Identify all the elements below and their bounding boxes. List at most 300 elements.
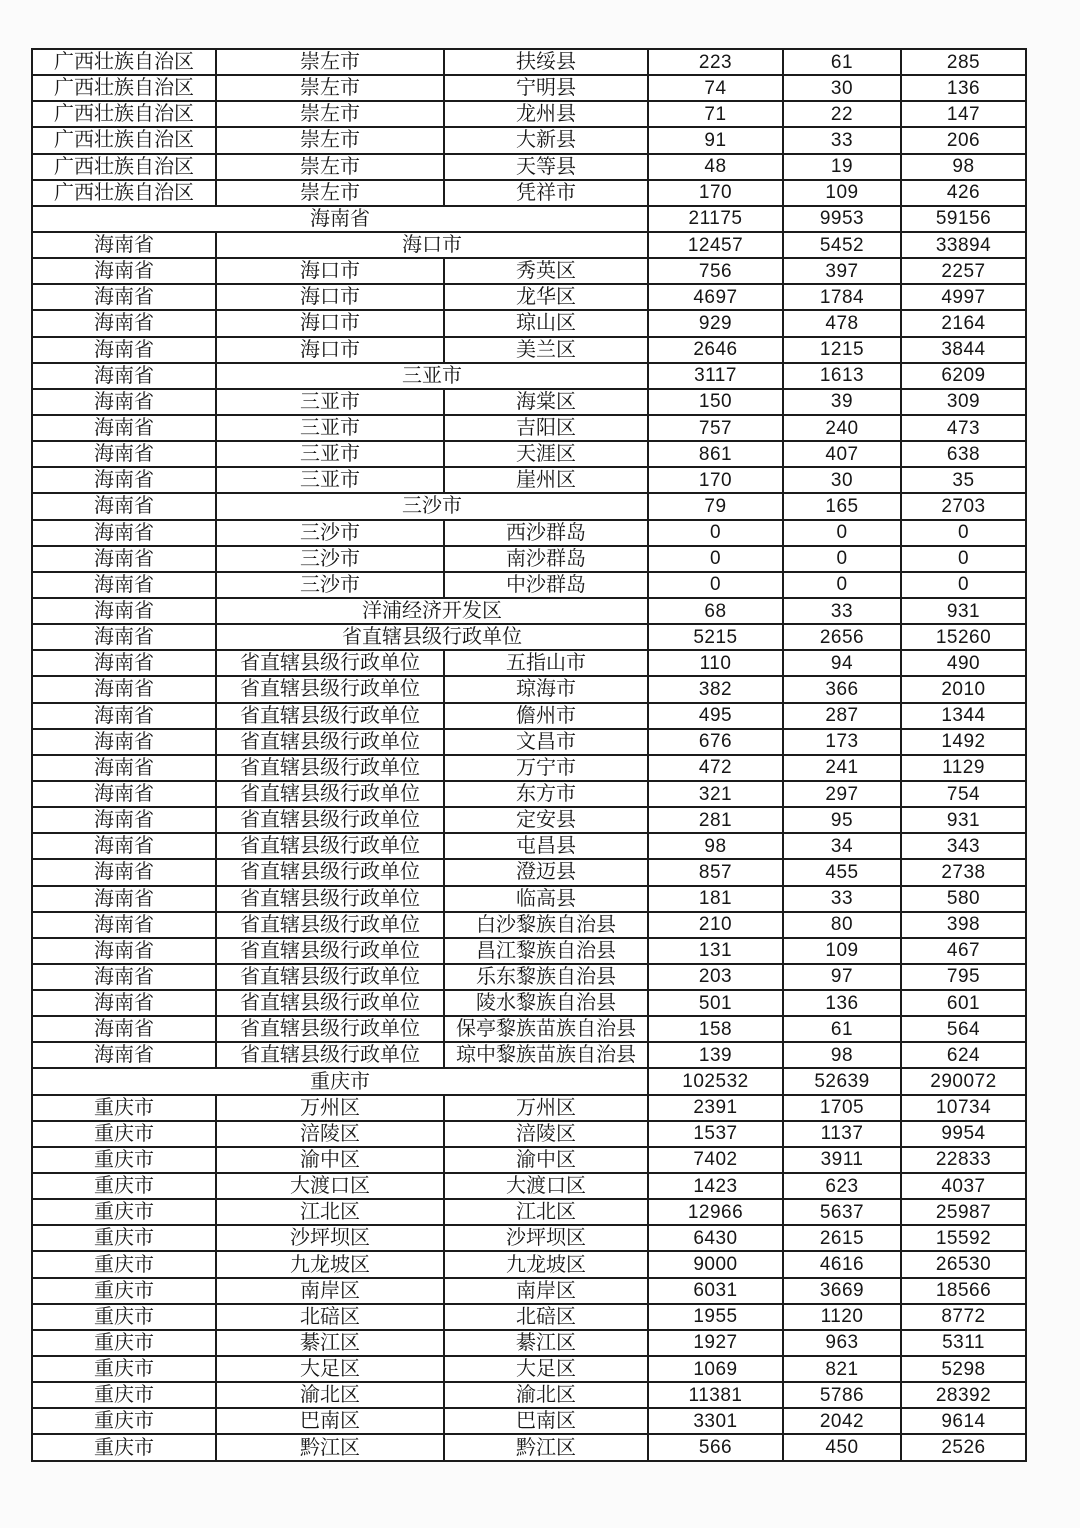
table-row: [32, 206, 1026, 232]
count-3-cell: 564: [901, 1016, 1026, 1042]
table-row: [32, 729, 1026, 755]
city-cell: 崇左市: [216, 75, 444, 101]
count-3-cell: 147: [901, 101, 1026, 127]
count-3-cell: 2738: [901, 859, 1026, 885]
count-1-cell: 170: [648, 467, 783, 493]
table-row: [32, 310, 1026, 336]
city-cell: 省直辖县级行政单位: [216, 859, 444, 885]
count-2-cell: 33: [783, 127, 901, 153]
count-2-cell: 95: [783, 807, 901, 833]
count-2-cell: 80: [783, 912, 901, 938]
count-2-cell: 61: [783, 49, 901, 75]
count-1-cell: 3117: [648, 363, 783, 389]
district-cell: 北碚区: [444, 1304, 648, 1330]
count-1-cell: 203: [648, 964, 783, 990]
count-3-cell: 0: [901, 572, 1026, 598]
province-cell: 海南省: [32, 598, 216, 624]
count-2-cell: 3669: [783, 1278, 901, 1304]
count-3-cell: 931: [901, 598, 1026, 624]
statistics-table: [31, 48, 1027, 1462]
count-3-cell: 795: [901, 964, 1026, 990]
count-3-cell: 4037: [901, 1173, 1026, 1199]
district-cell: 澄迈县: [444, 859, 648, 885]
district-cell: 龙州县: [444, 101, 648, 127]
count-2-cell: 5786: [783, 1382, 901, 1408]
count-2-cell: 1613: [783, 363, 901, 389]
count-2-cell: 0: [783, 572, 901, 598]
city-cell: 海口市: [216, 337, 444, 363]
count-3-cell: 398: [901, 912, 1026, 938]
city-cell: 省直辖县级行政单位: [216, 624, 648, 650]
province-cell: 重庆市: [32, 1408, 216, 1434]
count-2-cell: 9953: [783, 206, 901, 232]
count-3-cell: 136: [901, 75, 1026, 101]
district-cell: 渝北区: [444, 1382, 648, 1408]
table-row: [32, 703, 1026, 729]
count-3-cell: 601: [901, 990, 1026, 1016]
city-cell: 崇左市: [216, 180, 444, 206]
table-row: [32, 912, 1026, 938]
table-row: [32, 1382, 1026, 1408]
count-3-cell: 2257: [901, 258, 1026, 284]
count-2-cell: 455: [783, 859, 901, 885]
province-cell: 重庆市: [32, 1068, 648, 1094]
count-1-cell: 1069: [648, 1356, 783, 1382]
count-2-cell: 94: [783, 650, 901, 676]
province-cell: 重庆市: [32, 1199, 216, 1225]
district-cell: 万州区: [444, 1095, 648, 1121]
city-cell: 崇左市: [216, 101, 444, 127]
count-1-cell: 4697: [648, 284, 783, 310]
city-cell: 省直辖县级行政单位: [216, 990, 444, 1016]
count-3-cell: 931: [901, 807, 1026, 833]
table-row: [32, 546, 1026, 572]
province-cell: 重庆市: [32, 1095, 216, 1121]
count-1-cell: 861: [648, 441, 783, 467]
city-cell: 大足区: [216, 1356, 444, 1382]
table-row: [32, 389, 1026, 415]
table-row: [32, 258, 1026, 284]
city-cell: 渝北区: [216, 1382, 444, 1408]
province-cell: 海南省: [32, 441, 216, 467]
province-cell: 海南省: [32, 520, 216, 546]
city-cell: 省直辖县级行政单位: [216, 755, 444, 781]
district-cell: 大新县: [444, 127, 648, 153]
count-1-cell: 9000: [648, 1251, 783, 1277]
district-cell: 崖州区: [444, 467, 648, 493]
table-row: [32, 1042, 1026, 1068]
count-1-cell: 12457: [648, 232, 783, 258]
province-cell: 海南省: [32, 467, 216, 493]
table-row: [32, 1278, 1026, 1304]
count-2-cell: 397: [783, 258, 901, 284]
district-cell: 天等县: [444, 154, 648, 180]
count-1-cell: 71: [648, 101, 783, 127]
province-cell: 广西壮族自治区: [32, 154, 216, 180]
count-3-cell: 2526: [901, 1434, 1026, 1461]
count-3-cell: 5298: [901, 1356, 1026, 1382]
table-row: [32, 101, 1026, 127]
district-cell: 保亭黎族苗族自治县: [444, 1016, 648, 1042]
city-cell: 江北区: [216, 1199, 444, 1225]
province-cell: 海南省: [32, 415, 216, 441]
table-row: [32, 154, 1026, 180]
city-cell: 涪陵区: [216, 1121, 444, 1147]
count-2-cell: 297: [783, 781, 901, 807]
count-2-cell: 19: [783, 154, 901, 180]
province-cell: 海南省: [32, 337, 216, 363]
city-cell: 三亚市: [216, 363, 648, 389]
table-row: [32, 1147, 1026, 1173]
city-cell: 綦江区: [216, 1330, 444, 1356]
province-cell: 重庆市: [32, 1173, 216, 1199]
count-3-cell: 8772: [901, 1304, 1026, 1330]
count-3-cell: 0: [901, 520, 1026, 546]
province-cell: 海南省: [32, 859, 216, 885]
city-cell: 巴南区: [216, 1408, 444, 1434]
count-3-cell: 9614: [901, 1408, 1026, 1434]
count-2-cell: 61: [783, 1016, 901, 1042]
table-row: [32, 755, 1026, 781]
district-cell: 文昌市: [444, 729, 648, 755]
count-1-cell: 139: [648, 1042, 783, 1068]
province-cell: 重庆市: [32, 1330, 216, 1356]
province-cell: 广西壮族自治区: [32, 49, 216, 75]
count-1-cell: 2646: [648, 337, 783, 363]
count-3-cell: 15260: [901, 624, 1026, 650]
count-1-cell: 2391: [648, 1095, 783, 1121]
district-cell: 白沙黎族自治县: [444, 912, 648, 938]
count-3-cell: 9954: [901, 1121, 1026, 1147]
district-cell: 琼山区: [444, 310, 648, 336]
district-cell: 西沙群岛: [444, 520, 648, 546]
city-cell: 海口市: [216, 310, 444, 336]
count-1-cell: 1423: [648, 1173, 783, 1199]
table-row: [32, 1251, 1026, 1277]
district-cell: 江北区: [444, 1199, 648, 1225]
province-cell: 海南省: [32, 206, 648, 232]
city-cell: 省直辖县级行政单位: [216, 938, 444, 964]
province-cell: 海南省: [32, 781, 216, 807]
count-3-cell: 98: [901, 154, 1026, 180]
province-cell: 重庆市: [32, 1278, 216, 1304]
table-row: [32, 467, 1026, 493]
province-cell: 海南省: [32, 990, 216, 1016]
count-2-cell: 39: [783, 389, 901, 415]
count-1-cell: 566: [648, 1434, 783, 1461]
province-cell: 海南省: [32, 912, 216, 938]
province-cell: 重庆市: [32, 1225, 216, 1251]
count-1-cell: 0: [648, 546, 783, 572]
district-cell: 巴南区: [444, 1408, 648, 1434]
count-1-cell: 382: [648, 676, 783, 702]
province-cell: 海南省: [32, 650, 216, 676]
table-row: [32, 363, 1026, 389]
count-1-cell: 321: [648, 781, 783, 807]
table-row: [32, 1356, 1026, 1382]
count-1-cell: 5215: [648, 624, 783, 650]
table-row: [32, 520, 1026, 546]
city-cell: 省直辖县级行政单位: [216, 886, 444, 912]
count-1-cell: 158: [648, 1016, 783, 1042]
district-cell: 凭祥市: [444, 180, 648, 206]
count-3-cell: 3844: [901, 337, 1026, 363]
count-2-cell: 1120: [783, 1304, 901, 1330]
province-cell: 重庆市: [32, 1382, 216, 1408]
count-3-cell: 467: [901, 938, 1026, 964]
count-1-cell: 210: [648, 912, 783, 938]
count-3-cell: 473: [901, 415, 1026, 441]
province-cell: 海南省: [32, 729, 216, 755]
count-1-cell: 11381: [648, 1382, 783, 1408]
count-3-cell: 638: [901, 441, 1026, 467]
count-2-cell: 366: [783, 676, 901, 702]
district-cell: 定安县: [444, 807, 648, 833]
district-cell: 天涯区: [444, 441, 648, 467]
district-cell: 琼中黎族苗族自治县: [444, 1042, 648, 1068]
count-1-cell: 281: [648, 807, 783, 833]
district-cell: 屯昌县: [444, 833, 648, 859]
city-cell: 崇左市: [216, 154, 444, 180]
count-1-cell: 6031: [648, 1278, 783, 1304]
province-cell: 海南省: [32, 284, 216, 310]
count-2-cell: 0: [783, 520, 901, 546]
city-cell: 省直辖县级行政单位: [216, 912, 444, 938]
count-3-cell: 2703: [901, 493, 1026, 519]
city-cell: 省直辖县级行政单位: [216, 1016, 444, 1042]
count-2-cell: 821: [783, 1356, 901, 1382]
province-cell: 海南省: [32, 807, 216, 833]
count-3-cell: 35: [901, 467, 1026, 493]
province-cell: 海南省: [32, 755, 216, 781]
table-row: [32, 1095, 1026, 1121]
count-1-cell: 74: [648, 75, 783, 101]
city-cell: 三亚市: [216, 415, 444, 441]
count-1-cell: 472: [648, 755, 783, 781]
district-cell: 昌江黎族自治县: [444, 938, 648, 964]
count-3-cell: 10734: [901, 1095, 1026, 1121]
province-cell: 海南省: [32, 964, 216, 990]
table-row: [32, 1199, 1026, 1225]
district-cell: 南岸区: [444, 1278, 648, 1304]
district-cell: 沙坪坝区: [444, 1225, 648, 1251]
city-cell: 三亚市: [216, 467, 444, 493]
count-1-cell: 150: [648, 389, 783, 415]
district-cell: 龙华区: [444, 284, 648, 310]
province-cell: 海南省: [32, 493, 216, 519]
province-cell: 广西壮族自治区: [32, 127, 216, 153]
count-1-cell: 110: [648, 650, 783, 676]
count-2-cell: 97: [783, 964, 901, 990]
table-row: [32, 624, 1026, 650]
table-row: [32, 180, 1026, 206]
city-cell: 南岸区: [216, 1278, 444, 1304]
count-3-cell: 1492: [901, 729, 1026, 755]
count-2-cell: 2042: [783, 1408, 901, 1434]
table-row: [32, 75, 1026, 101]
table-row: [32, 1016, 1026, 1042]
count-2-cell: 1705: [783, 1095, 901, 1121]
count-2-cell: 287: [783, 703, 901, 729]
city-cell: 三沙市: [216, 520, 444, 546]
count-3-cell: 6209: [901, 363, 1026, 389]
count-1-cell: 495: [648, 703, 783, 729]
city-cell: 崇左市: [216, 127, 444, 153]
count-1-cell: 91: [648, 127, 783, 153]
count-3-cell: 2164: [901, 310, 1026, 336]
district-cell: 琼海市: [444, 676, 648, 702]
count-2-cell: 109: [783, 180, 901, 206]
table-row: [32, 859, 1026, 885]
city-cell: 海口市: [216, 232, 648, 258]
count-1-cell: 181: [648, 886, 783, 912]
count-3-cell: 426: [901, 180, 1026, 206]
table-row: [32, 833, 1026, 859]
count-3-cell: 624: [901, 1042, 1026, 1068]
table-row: [32, 127, 1026, 153]
city-cell: 海口市: [216, 258, 444, 284]
province-cell: 广西壮族自治区: [32, 75, 216, 101]
city-cell: 大渡口区: [216, 1173, 444, 1199]
count-1-cell: 68: [648, 598, 783, 624]
province-cell: 重庆市: [32, 1434, 216, 1461]
province-cell: 重庆市: [32, 1304, 216, 1330]
count-2-cell: 623: [783, 1173, 901, 1199]
province-cell: 海南省: [32, 624, 216, 650]
city-cell: 省直辖县级行政单位: [216, 833, 444, 859]
table-row: [32, 337, 1026, 363]
count-3-cell: 1344: [901, 703, 1026, 729]
district-cell: 綦江区: [444, 1330, 648, 1356]
district-cell: 大足区: [444, 1356, 648, 1382]
district-cell: 临高县: [444, 886, 648, 912]
district-cell: 万宁市: [444, 755, 648, 781]
count-3-cell: 2010: [901, 676, 1026, 702]
count-3-cell: 59156: [901, 206, 1026, 232]
count-2-cell: 52639: [783, 1068, 901, 1094]
count-3-cell: 309: [901, 389, 1026, 415]
count-3-cell: 4997: [901, 284, 1026, 310]
count-1-cell: 756: [648, 258, 783, 284]
count-3-cell: 33894: [901, 232, 1026, 258]
table-row: [32, 938, 1026, 964]
count-2-cell: 407: [783, 441, 901, 467]
district-cell: 大渡口区: [444, 1173, 648, 1199]
province-cell: 广西壮族自治区: [32, 101, 216, 127]
district-cell: 渝中区: [444, 1147, 648, 1173]
district-cell: 秀英区: [444, 258, 648, 284]
count-1-cell: 1927: [648, 1330, 783, 1356]
district-cell: 海棠区: [444, 389, 648, 415]
count-2-cell: 3911: [783, 1147, 901, 1173]
district-cell: 扶绥县: [444, 49, 648, 75]
province-cell: 广西壮族自治区: [32, 180, 216, 206]
district-cell: 南沙群岛: [444, 546, 648, 572]
count-1-cell: 131: [648, 938, 783, 964]
count-1-cell: 1537: [648, 1121, 783, 1147]
district-cell: 吉阳区: [444, 415, 648, 441]
count-3-cell: 285: [901, 49, 1026, 75]
count-3-cell: 1129: [901, 755, 1026, 781]
count-3-cell: 206: [901, 127, 1026, 153]
count-2-cell: 34: [783, 833, 901, 859]
province-cell: 海南省: [32, 886, 216, 912]
count-1-cell: 757: [648, 415, 783, 441]
table-row: [32, 1121, 1026, 1147]
city-cell: 三沙市: [216, 546, 444, 572]
district-cell: 九龙坡区: [444, 1251, 648, 1277]
count-1-cell: 170: [648, 180, 783, 206]
table-row: [32, 441, 1026, 467]
count-1-cell: 48: [648, 154, 783, 180]
city-cell: 黔江区: [216, 1434, 444, 1461]
count-2-cell: 478: [783, 310, 901, 336]
province-cell: 重庆市: [32, 1147, 216, 1173]
count-1-cell: 676: [648, 729, 783, 755]
count-1-cell: 21175: [648, 206, 783, 232]
count-1-cell: 102532: [648, 1068, 783, 1094]
count-2-cell: 173: [783, 729, 901, 755]
table-row: [32, 1408, 1026, 1434]
province-cell: 海南省: [32, 1016, 216, 1042]
count-1-cell: 3301: [648, 1408, 783, 1434]
city-cell: 三亚市: [216, 441, 444, 467]
count-1-cell: 12966: [648, 1199, 783, 1225]
province-cell: 海南省: [32, 703, 216, 729]
city-cell: 三沙市: [216, 493, 648, 519]
count-3-cell: 490: [901, 650, 1026, 676]
count-1-cell: 7402: [648, 1147, 783, 1173]
city-cell: 省直辖县级行政单位: [216, 781, 444, 807]
count-2-cell: 1137: [783, 1121, 901, 1147]
district-cell: 涪陵区: [444, 1121, 648, 1147]
statistics-table-body: [32, 49, 1026, 1461]
table-row: [32, 1225, 1026, 1251]
city-cell: 沙坪坝区: [216, 1225, 444, 1251]
province-cell: 海南省: [32, 389, 216, 415]
province-cell: 海南省: [32, 232, 216, 258]
count-2-cell: 30: [783, 75, 901, 101]
province-cell: 海南省: [32, 938, 216, 964]
province-cell: 海南省: [32, 546, 216, 572]
city-cell: 省直辖县级行政单位: [216, 1042, 444, 1068]
province-cell: 海南省: [32, 1042, 216, 1068]
count-2-cell: 1784: [783, 284, 901, 310]
table-row: [32, 415, 1026, 441]
count-1-cell: 0: [648, 520, 783, 546]
province-cell: 海南省: [32, 363, 216, 389]
count-3-cell: 580: [901, 886, 1026, 912]
city-cell: 省直辖县级行政单位: [216, 729, 444, 755]
city-cell: 省直辖县级行政单位: [216, 964, 444, 990]
count-3-cell: 5311: [901, 1330, 1026, 1356]
table-row: [32, 598, 1026, 624]
province-cell: 海南省: [32, 676, 216, 702]
city-cell: 省直辖县级行政单位: [216, 703, 444, 729]
count-2-cell: 22: [783, 101, 901, 127]
count-1-cell: 929: [648, 310, 783, 336]
count-1-cell: 857: [648, 859, 783, 885]
count-2-cell: 98: [783, 1042, 901, 1068]
count-3-cell: 290072: [901, 1068, 1026, 1094]
count-2-cell: 33: [783, 886, 901, 912]
province-cell: 重庆市: [32, 1121, 216, 1147]
table-row: [32, 1434, 1026, 1461]
city-cell: 渝中区: [216, 1147, 444, 1173]
city-cell: 崇左市: [216, 49, 444, 75]
district-cell: 中沙群岛: [444, 572, 648, 598]
district-cell: 黔江区: [444, 1434, 648, 1461]
